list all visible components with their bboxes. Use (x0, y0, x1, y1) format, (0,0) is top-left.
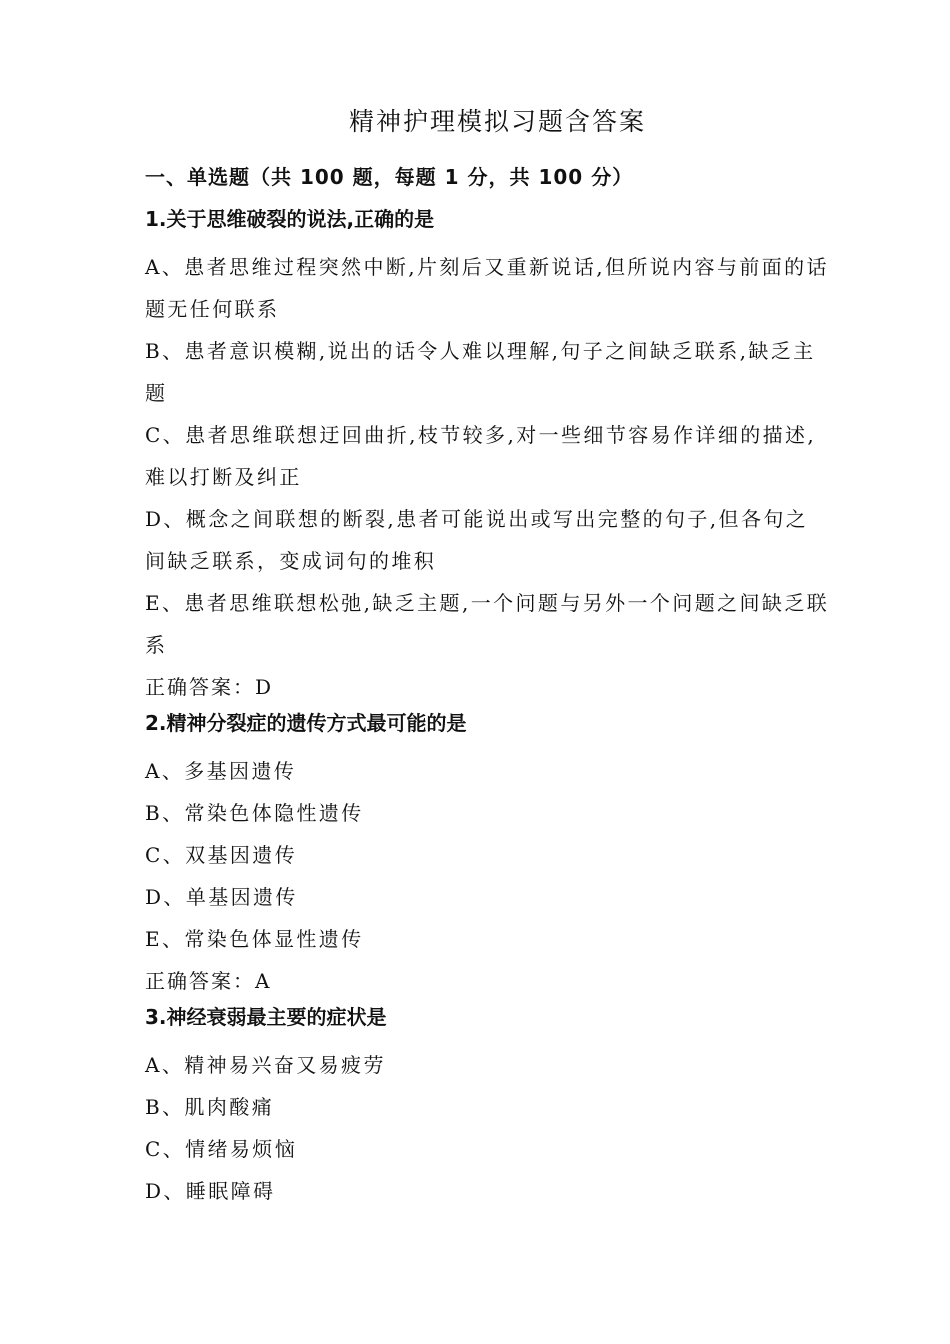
option-e: E、患者思维联想松弛,缺乏主题,一个问题与另外一个问题之间缺乏联系 (145, 591, 830, 657)
option-e: E、常染色体显性遗传 (145, 927, 364, 951)
option-c: C、情绪易烦恼 (145, 1137, 298, 1161)
question-3 (145, 1002, 830, 1212)
option-c: C、患者思维联想迂回曲折,枝节较多,对一些细节容易作详细的描述,难以打断及纠正 (145, 423, 817, 489)
option-a: A、患者思维过程突然中断,片刻后又重新说话,但所说内容与前面的话题无任何联系 (145, 255, 829, 321)
option-a: A、精神易兴奋又易疲劳 (145, 1053, 386, 1077)
question-text: 2.精神分裂症的遗传方式最可能的是 (145, 711, 467, 735)
option-b: B、患者意识模糊,说出的话令人难以理解,句子之间缺乏联系,缺乏主题 (145, 339, 816, 405)
document-title: 精神护理模拟习题含答案 (348, 107, 646, 136)
section-heading: 一、单选题（共 100 题，每题 1 分，共 100 分） (145, 165, 634, 189)
option-a: A、多基因遗传 (145, 759, 297, 783)
question-text: 3.神经衰弱最主要的症状是 (145, 1005, 387, 1029)
question-2 (145, 708, 830, 1002)
option-d: D、单基因遗传 (145, 885, 298, 909)
option-d: D、概念之间联想的断裂,患者可能说出或写出完整的句子,但各句之间缺乏联系，变成词句的堆积 (145, 507, 809, 573)
option-b: B、常染色体隐性遗传 (145, 801, 364, 825)
option-b: B、肌肉酸痛 (145, 1095, 275, 1119)
option-d: D、睡眠障碍 (145, 1179, 276, 1203)
question-text: 1.关于思维破裂的说法,正确的是 (145, 207, 435, 231)
option-c: C、双基因遗传 (145, 843, 298, 867)
correct-answer: 正确答案：A (145, 969, 272, 993)
question-1 (145, 204, 830, 708)
correct-answer: 正确答案：D (145, 675, 274, 699)
